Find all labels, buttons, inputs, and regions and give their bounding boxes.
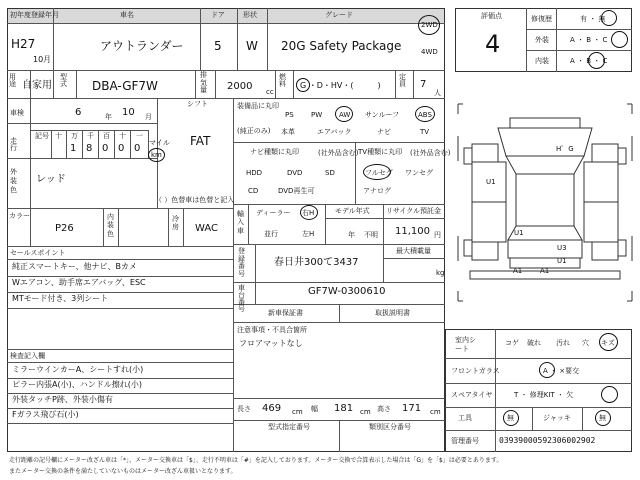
tv-oneseg: ワンセグ	[405, 169, 433, 177]
tv-label: TV種類に丸印	[358, 148, 403, 156]
shift-value: FAT	[190, 134, 211, 148]
mileage-digit-4: 0	[134, 143, 141, 154]
jack-value: 無	[599, 414, 606, 422]
max-load-unit: kg	[436, 269, 445, 277]
mgmt-label: 管理番号	[451, 437, 479, 445]
import-parallel: 並行	[264, 230, 278, 238]
footer-line-2: またメーター交換の条件を満たしていないものはメーター改ざん車扱いとなります。	[9, 468, 237, 475]
import-dealer: ディーラー	[256, 209, 291, 217]
mileage-digit-0: 1	[70, 143, 77, 154]
model-year-unit: 年	[348, 231, 355, 239]
equipment-label: 装備品に丸印	[237, 102, 279, 110]
navi-hdd: HDD	[246, 169, 263, 177]
length-value: 469	[262, 403, 282, 414]
inspection-month: 10	[122, 107, 135, 118]
interior-color-label: 内装色	[107, 213, 114, 238]
car-damage-diagram	[450, 96, 640, 321]
color-code-label: カラー	[9, 212, 30, 220]
mileage-head-3: 千	[87, 132, 94, 140]
recycle-value: 11,100	[395, 226, 430, 237]
mileage-head-1: 十	[55, 132, 62, 140]
km-unit: km	[151, 151, 162, 159]
inspector-line-4: Fガラス飛び石(小)	[12, 410, 79, 419]
doors-label: ドア	[211, 11, 225, 19]
model-label: 型式	[60, 73, 67, 88]
interior-item-koge: コゲ	[505, 339, 519, 347]
model-year-label: モデル年式	[335, 207, 370, 215]
ac-label: 冷房	[172, 215, 179, 232]
width-unit: cm	[360, 408, 371, 416]
import-right: 右H	[302, 209, 315, 217]
width-value: 181	[334, 403, 354, 414]
fuel-label: 燃料	[279, 73, 286, 88]
cc-unit: cc	[266, 88, 274, 96]
navi-sub: (社外品含む)	[318, 149, 359, 157]
grade-value: 20G Safety Package	[281, 39, 402, 53]
length-unit: cm	[292, 408, 303, 416]
cap-label: 定員	[399, 73, 406, 88]
displacement: 2000	[227, 81, 253, 92]
spare-tire-label: スペアタイヤ	[451, 391, 493, 399]
chassis-label: 車台番号	[238, 284, 245, 313]
interior-item-yabure: 破れ	[527, 339, 541, 347]
equip-abs: ABS	[418, 111, 432, 119]
car-name: アウトランダー	[100, 39, 184, 53]
diagram-label-hg: H゜G	[556, 145, 574, 153]
model-value: DBA-GF7W	[92, 79, 158, 93]
tool-label: 工具	[458, 414, 472, 422]
tool-value: 無	[507, 414, 514, 422]
spare-options: T ・ 修理KIT ・ 欠	[514, 391, 574, 399]
recycle-yen: 円	[434, 231, 441, 239]
doors-value: 5	[214, 39, 222, 53]
height-value: 171	[402, 403, 422, 414]
mileage-digit-2: 0	[102, 143, 109, 154]
inspection-month-unit: 月	[145, 113, 152, 121]
navi-dvd: DVD	[287, 169, 303, 177]
reg-month: 10	[33, 55, 44, 64]
equip-sunroof: サンルーフ	[365, 111, 400, 119]
equipment-sublabel: (純正のみ)	[237, 127, 271, 135]
navi-sd: SD	[325, 169, 335, 177]
notes-text: フロアマットなし	[239, 339, 303, 348]
shape-value: W	[246, 39, 258, 53]
navi-label: ナビ種類に丸印	[250, 148, 299, 156]
equip-aw: AW	[339, 111, 351, 119]
shape-label: 形状	[243, 11, 257, 19]
shift-label: シフト	[187, 100, 208, 108]
reg-number-value: 春日井300て3437	[274, 257, 359, 268]
exterior-note: （ ）色替車は色替と記入	[155, 196, 235, 204]
interior-seat-label: 室内シート	[455, 336, 476, 354]
import-label: 輸入車	[237, 210, 244, 235]
ext-circle	[611, 31, 628, 48]
inspection-label: 車検	[10, 109, 24, 117]
inspector-line-3: 外装タッチP跡、外装小傷有	[12, 395, 113, 404]
repair-circle	[601, 10, 617, 26]
reg-year: H27	[11, 37, 36, 51]
diagram-label-u1-a: U1	[486, 178, 496, 186]
exterior-label: 外装色	[10, 168, 17, 195]
sales-point-2: Wエアコン、助手席エアバッグ、ESC	[12, 278, 146, 287]
int-circle	[588, 52, 605, 69]
navi-cd: CD	[248, 187, 259, 195]
inspector-line-2: ピラー内張A(小)、ハンドル擦れ(小)	[12, 380, 142, 389]
diagram-label-a1-a: A1	[513, 267, 523, 275]
grade-label: グレード	[325, 11, 353, 19]
mileage-head-0: 記号	[35, 132, 49, 140]
usage-value: 自家用	[22, 80, 52, 91]
diagram-label-a1-b: A1	[540, 267, 550, 275]
drive-4wd: 4WD	[421, 48, 438, 56]
score-label: 評価点	[481, 12, 502, 20]
interior-item-ana: 穴	[582, 339, 589, 347]
equip-pw: PW	[311, 111, 323, 119]
ext-options: A ・ B ・ C	[570, 36, 608, 44]
equip-ps: PS	[285, 111, 294, 119]
inspector-label: 検査記入欄	[10, 352, 45, 360]
navi-dvd-play: DVD再生可	[278, 187, 315, 195]
equip-airbag: エアバック	[317, 128, 352, 136]
usage-label: 用途	[9, 73, 16, 88]
mileage-head-2: 万	[71, 132, 78, 140]
reg-month-unit: 月	[43, 55, 51, 64]
import-left: 左H	[302, 230, 315, 238]
exterior-color: レッド	[36, 174, 66, 185]
capacity: 7	[420, 79, 427, 90]
repair-options: 有 ・ 無	[580, 15, 606, 23]
recycle-label: リサイクル預託金	[386, 207, 442, 215]
cap-unit: 人	[434, 89, 441, 97]
repair-label: 修復歴	[531, 15, 552, 23]
reg-number-label: 登録番号	[238, 247, 245, 279]
inspector-line-1: ミラーウインカーA、シートすれ(小)	[12, 365, 144, 374]
int-label: 内装	[535, 57, 549, 65]
width-label: 幅	[311, 405, 318, 413]
mileage-digit-1: 8	[86, 143, 93, 154]
diagram-label-u1-b: U1	[514, 229, 524, 237]
tv-sub: (社外品含む)	[410, 149, 451, 157]
front-glass-label: フロントガラス	[451, 367, 500, 375]
spare-circle	[601, 386, 618, 403]
model-year-unknown: 不明	[364, 231, 378, 239]
chassis-value: GF7W-0300610	[308, 286, 386, 297]
inspection-year: 6	[75, 107, 82, 118]
disp-label: 排気量	[200, 71, 207, 95]
mileage-head-4: 百	[103, 132, 110, 140]
mileage-label: 走行	[10, 137, 17, 152]
height-unit: cm	[430, 408, 441, 416]
interior-item-yogore: 汚れ	[556, 339, 570, 347]
car-name-label: 車名	[120, 11, 134, 19]
sales-point-3: MTモード付き、3列シート	[12, 294, 109, 303]
inspection-year-unit: 年	[105, 113, 112, 121]
sales-points-label: セールスポイント	[10, 249, 66, 257]
manual-label: 取扱説明書	[375, 309, 410, 317]
warranty-label: 新車保証書	[268, 309, 303, 317]
mileage-digit-3: 0	[118, 143, 125, 154]
sales-point-1: 純正スマートキー、他ナビ、Bカメ	[12, 262, 137, 271]
length-label: 長さ	[237, 405, 251, 413]
equip-navi: ナビ	[377, 128, 391, 136]
jack-label: ジャッキ	[543, 414, 571, 422]
ac-value: WAC	[195, 223, 218, 234]
equip-tv: TV	[420, 128, 430, 136]
max-load-label: 最大積載量	[396, 247, 431, 255]
color-code-value: P26	[55, 223, 74, 234]
drive-2wd: 2WD	[421, 21, 438, 29]
diagram-label-u1-c: U1	[557, 257, 567, 265]
height-label: 高さ	[377, 405, 391, 413]
diagram-label-u3: U3	[557, 244, 567, 252]
interior-item-kizu: キズ	[601, 339, 615, 347]
mgmt-value: 03939000592306002902	[499, 436, 596, 445]
class-number-label: 類別区分番号	[369, 423, 411, 431]
glass-options: A ・ ×要交	[543, 367, 580, 375]
notes-label: 注意事項・不具合箇所	[237, 326, 307, 334]
tv-analog: アナログ	[363, 187, 391, 195]
score-value: 4	[485, 30, 501, 58]
footer-line-1: 走行距離の記号欄にメーター改ざん車は「*」、メーター交換車は「$」、走行不明車は「#」を記入しております。メーター交換で合算表示した場合は「G」を「$」は必要とあります。	[9, 457, 503, 464]
equip-leather: 本革	[281, 128, 295, 136]
first-reg-label: 初年度登録年月	[10, 11, 59, 19]
tv-fullseg: フルセグ	[365, 169, 393, 177]
ext-label: 外装	[535, 36, 549, 44]
type-number-label: 型式指定番号	[268, 423, 310, 431]
fuel-options: G ・D・HV・( )	[300, 81, 381, 90]
mileage-head-5: 十	[119, 132, 126, 140]
mile-label: マイル	[149, 139, 170, 147]
int-options: A ・ B ・ C	[570, 57, 608, 65]
mileage-head-6: 一	[136, 132, 143, 140]
